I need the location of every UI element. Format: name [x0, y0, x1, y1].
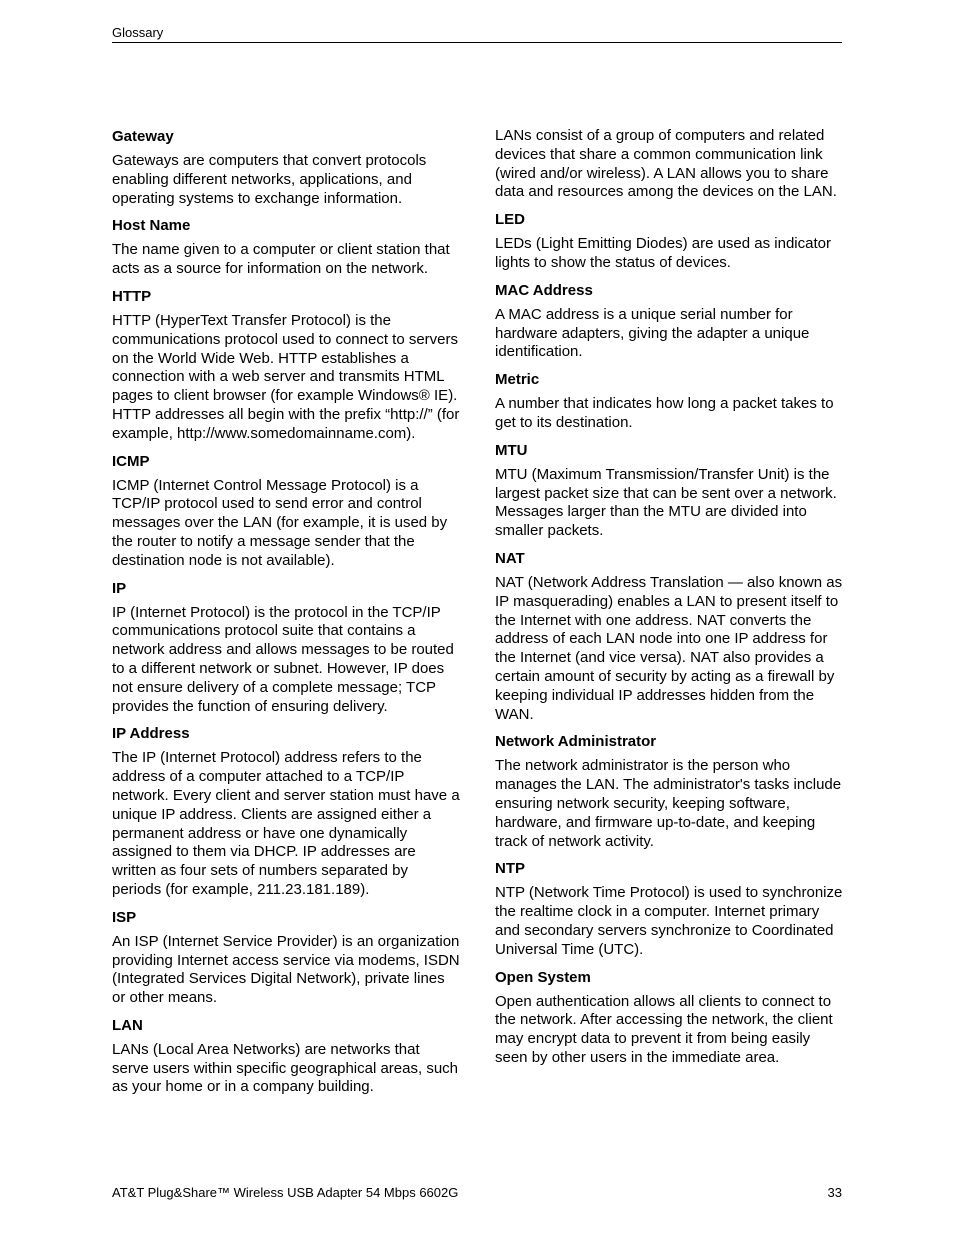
definition: LEDs (Light Emitting Diodes) are used as indicator lights to show the status of devices.	[495, 235, 831, 271]
glossary-entry-mtu	[495, 441, 843, 541]
definition: LANs consist of a group of computers and related devices that share a common communication link (wired and/or wireless). A LAN allows you to share data and resources among the devices on the LAN.	[495, 127, 837, 201]
glossary-entry-ip-address	[112, 724, 460, 899]
term: IP Address	[112, 725, 190, 743]
right-column	[495, 127, 843, 1076]
definition: NAT (Network Address Translation — also known as IP masquerading) enables a LAN to present itself to the Internet with one address. NAT converts the address of each LAN node into one IP address for the Internet (and vice versa). NAT also provides a certain amount of security by acting as a firewall by keeping individual IP addresses hidden from the WAN.	[495, 573, 843, 723]
glossary-entry-icmp	[112, 452, 460, 571]
term: Metric	[495, 371, 540, 389]
definition: HTTP (HyperText Transfer Protocol) is the communications protocol used to connect to servers on the World Wide Web. HTTP establishes a connection with a web server and transmits HTML pages to client browser (for example Windows® IE). HTTP addresses all begin with the prefix “http://” (for example, http://www.somedomainname.com).	[112, 311, 460, 442]
section-title: Glossary	[112, 25, 164, 40]
glossary-entry-http	[112, 287, 460, 444]
term: ISP	[112, 908, 137, 926]
definition: A MAC address is a unique serial number for hardware adapters, giving the adapter a unique identification.	[495, 305, 810, 361]
term: NTP	[495, 860, 525, 878]
definition: MTU (Maximum Transmission/Transfer Unit) is the largest packet size that can be sent over a network. Messages larger than the MTU are divided into smaller packets.	[495, 465, 837, 540]
glossary-entry-network-administrator	[495, 732, 843, 851]
glossary-entry-lan	[112, 1016, 460, 1097]
page-number: 33	[827, 1185, 842, 1200]
term: Network Administrator	[495, 733, 657, 751]
glossary-entry-isp	[112, 908, 460, 1008]
glossary-entry-ip	[112, 579, 460, 717]
glossary-entry-open-system	[495, 968, 843, 1068]
definition: A number that indicates how long a packet takes to get to its destination.	[495, 395, 834, 431]
glossary-entry-mac-address	[495, 281, 843, 362]
term: IP	[112, 579, 127, 597]
term: Gateway	[112, 128, 174, 145]
glossary-entry-nat	[495, 549, 843, 724]
definition: The name given to a computer or client station that acts as a source for information on the network.	[112, 241, 450, 278]
glossary-entry-host-name	[112, 216, 460, 279]
definition: LANs (Local Area Networks) are networks that serve users within specific geographical areas, such as your home or in a company building.	[112, 1040, 459, 1096]
product-name: AT&T Plug&Share™ Wireless USB Adapter 54 Mbps 6602G	[112, 1185, 459, 1200]
glossary-entry-metric	[495, 370, 843, 433]
page-footer	[112, 1185, 842, 1201]
definition: An ISP (Internet Service Provider) is an organization providing Internet access service via modems, ISDN (Integrated Services Digital Network), private lines or other means.	[112, 932, 460, 1007]
term: HTTP	[112, 287, 152, 305]
term: Open System	[495, 968, 591, 986]
page-header	[112, 25, 842, 43]
glossary-entry-lan-continued	[495, 127, 843, 202]
definition: Gateways are computers that convert protocols enabling different networks, applications, and operating systems to exchange information.	[112, 152, 427, 207]
glossary-entry-gateway	[112, 127, 460, 208]
definition: The network administrator is the person who manages the LAN. The administrator's tasks include ensuring network security, keeping software, hardware, and firmware up-to-date, and keeping track of network activity.	[495, 757, 842, 850]
glossary-entry-ntp	[495, 859, 843, 959]
term: Host Name	[112, 217, 191, 235]
definition: The IP (Internet Protocol) address refers to the address of a computer attached to a TCP/IP network. Every client and server station must have a unique IP address. Clients are assigned either a permanent address or have one dynamically assigned to them via DHCP. IP addresses are written as four sets of numbers separated by periods (for example, 211.23.181.189).	[112, 749, 460, 898]
term: ICMP	[112, 452, 150, 470]
term: LAN	[112, 1016, 143, 1034]
definition: ICMP (Internet Control Message Protocol) is a TCP/IP protocol used to send error and control messages over the LAN (for example, it is used by the router to notify a message sender that the destination node is not available).	[112, 476, 448, 569]
term: MTU	[495, 441, 528, 459]
term: MAC Address	[495, 281, 593, 299]
glossary-entry-led	[495, 210, 843, 273]
term: LED	[495, 211, 525, 229]
term: NAT	[495, 549, 525, 567]
left-column	[112, 127, 460, 1105]
definition: NTP (Network Time Protocol) is used to synchronize the realtime clock in a computer. Internet primary and secondary servers synchronize to Coordinated Universal Time (UTC).	[495, 884, 843, 958]
definition: Open authentication allows all clients to connect to the network. After accessing the network, the client may encrypt data to prevent it from being easily seen by other users in the immediate area.	[495, 992, 833, 1066]
definition: IP (Internet Protocol) is the protocol in the TCP/IP communications protocol suite that contains a network address and allows messages to be routed to a different network or subnet. However, IP does not ensure delivery of a complete message; TCP provides the function of ensuring delivery.	[112, 603, 454, 715]
